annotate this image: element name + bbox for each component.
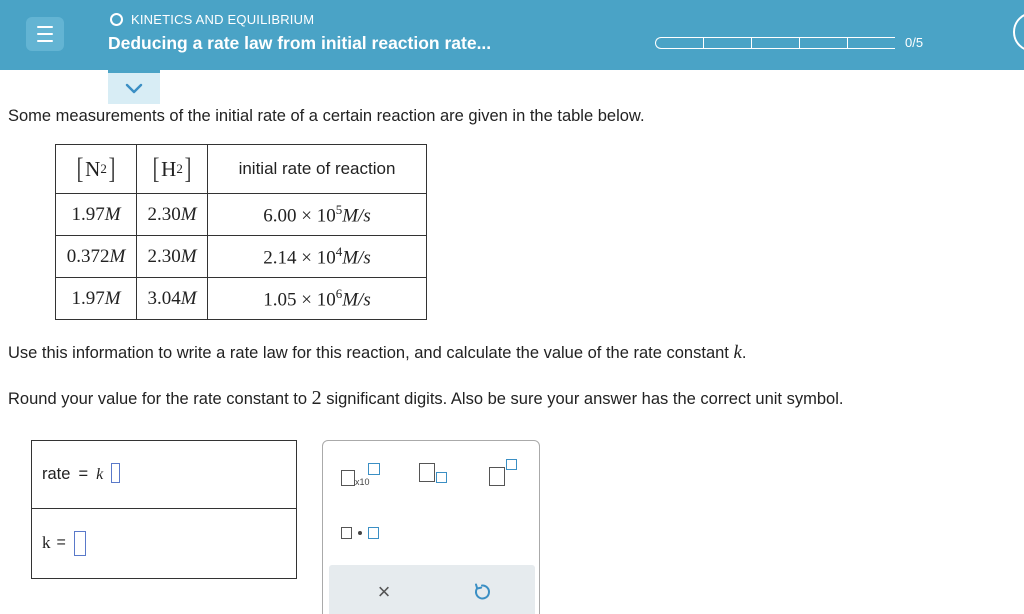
exponent-box-icon bbox=[368, 463, 380, 475]
multiply-dot-button[interactable] bbox=[341, 525, 385, 541]
progress-segment bbox=[655, 37, 703, 49]
cell-h2: 3.04M bbox=[137, 278, 208, 320]
equals-sign: = bbox=[78, 465, 89, 483]
topic-text: KINETICS AND EQUILIBRIUM bbox=[131, 12, 315, 27]
undo-button[interactable] bbox=[467, 577, 497, 607]
rate-law-row bbox=[32, 441, 296, 509]
superscript-box-icon bbox=[506, 459, 517, 470]
progress-score: 0/5 bbox=[905, 35, 924, 50]
progress-segment bbox=[751, 37, 799, 49]
equals-sign: = bbox=[56, 534, 66, 551]
chevron-down-icon bbox=[125, 83, 143, 95]
collapse-toggle[interactable] bbox=[108, 70, 160, 104]
placeholder-box-icon bbox=[489, 467, 505, 486]
answer-box bbox=[31, 440, 297, 579]
progress-segment bbox=[703, 37, 751, 49]
cell-h2: 2.30M bbox=[137, 236, 208, 278]
palette-actions bbox=[329, 565, 535, 614]
placeholder-box-icon bbox=[419, 463, 435, 482]
topic-label bbox=[110, 12, 314, 27]
rate-law-input[interactable] bbox=[111, 463, 120, 483]
rate-data-table bbox=[55, 144, 427, 320]
header-initial-rate: initial rate of reaction bbox=[208, 145, 427, 194]
superscript-button[interactable] bbox=[489, 459, 523, 489]
instruction-text: Use this information to write a rate law for this reaction, and calculate the value of the rate constant k. bbox=[8, 342, 747, 363]
clear-button[interactable] bbox=[369, 577, 399, 607]
k-value-input[interactable] bbox=[74, 531, 86, 556]
cell-rate: $6.00 \times 10^5M/s$ bbox=[208, 194, 427, 236]
question-intro: Some measurements of the initial rate of a certain reaction are given in the table below. bbox=[8, 107, 645, 125]
header-n2: [ N 2 ] bbox=[56, 145, 137, 194]
hamburger-icon bbox=[37, 26, 53, 42]
page-title: Deducing a rate law from initial reaction rate... bbox=[108, 33, 492, 53]
cell-n2: 1.97M bbox=[56, 194, 137, 236]
table-row bbox=[56, 236, 427, 278]
cell-n2: 1.97M bbox=[56, 278, 137, 320]
table-row bbox=[56, 278, 427, 320]
progress-segment bbox=[847, 37, 895, 49]
cell-h2: 2.30M bbox=[137, 194, 208, 236]
close-icon: × bbox=[377, 579, 391, 604]
rate-label: rate bbox=[42, 465, 71, 483]
header-right-button[interactable] bbox=[1013, 12, 1024, 52]
subscript-box-icon bbox=[436, 472, 447, 483]
k-symbol: k bbox=[96, 465, 104, 483]
scientific-notation-button[interactable] bbox=[341, 463, 385, 491]
cell-rate: $1.05 \times 10^6M/s$ bbox=[208, 278, 427, 320]
menu-button[interactable] bbox=[26, 17, 64, 51]
dot-icon bbox=[358, 531, 362, 535]
cell-n2: 0.372M bbox=[56, 236, 137, 278]
undo-icon bbox=[472, 582, 492, 602]
math-tool-palette bbox=[322, 440, 540, 614]
placeholder-box-icon bbox=[341, 470, 355, 486]
subscript-button[interactable] bbox=[419, 463, 453, 491]
progress-segment bbox=[799, 37, 847, 49]
x10-label: x10 bbox=[355, 477, 370, 487]
table-header-row bbox=[56, 145, 427, 194]
k-value-row bbox=[32, 509, 296, 577]
header-h2: [ H 2 ] bbox=[137, 145, 208, 194]
placeholder-box-icon bbox=[341, 527, 352, 539]
cell-rate: $2.14 \times 10^4M/s$ bbox=[208, 236, 427, 278]
placeholder-box-icon bbox=[368, 527, 379, 539]
topic-circle-icon bbox=[110, 13, 123, 26]
table-row bbox=[56, 194, 427, 236]
rounding-instruction: Round your value for the rate constant to 2 significant digits. Also be sure your answer has the correct unit symbol. bbox=[8, 387, 844, 409]
top-header-bar bbox=[0, 0, 1024, 70]
progress-bar bbox=[655, 35, 923, 50]
k-label: k bbox=[42, 533, 51, 552]
